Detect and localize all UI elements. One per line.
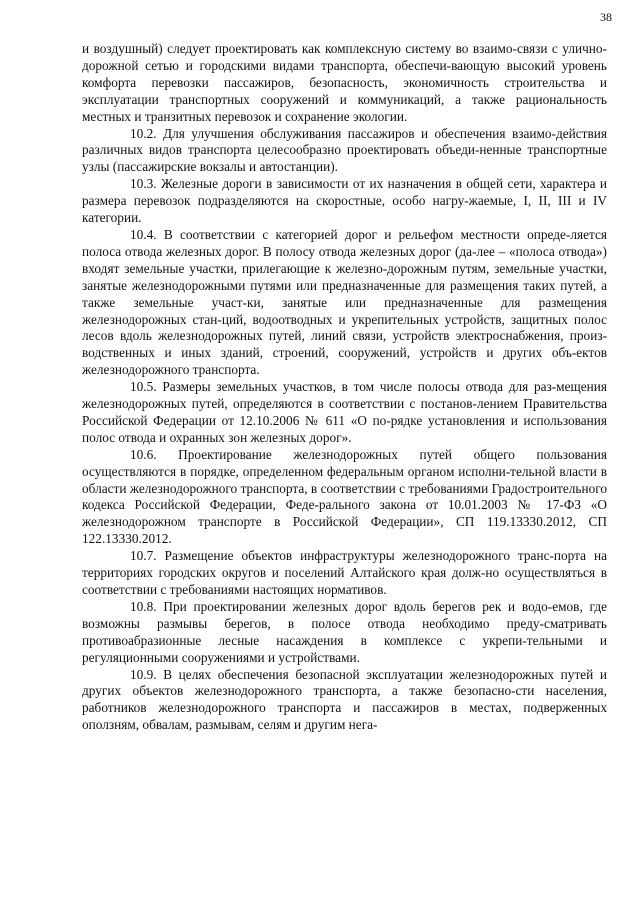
paragraph-continuation: и воздушный) следует проектировать как комплексную систему во взаимо-связи с улично-дорожной сетью и городскими видами транспорта, обеспечи-вающую высокий уровень комфорта перевозки пассажиров, безопасность, экономичность строительства и эксплуатации транспортных сооружений и коммуникаций, а также рациональность местных и транзитных перевозок и сохранение экологии. — [82, 41, 607, 124]
paragraph-10-3: 10.3. Железные дороги в зависимости от их назначения в общей сети, характера и размера перевозок подразделяются на скоростные, особо нагру-жаемые, I, II, III и IV категории. — [82, 176, 607, 226]
body-text — [82, 41, 607, 734]
page-number: 38 — [600, 10, 612, 24]
paragraph-10-9: 10.9. В целях обеспечения безопасной эксплуатации железнодорожных путей и других объектов железнодорожного транспорта, а также безопасно-сти населения, работников железнодорожного транспорта и пассажиров в местах, подверженных оползням, обвалам, размывам, селям и другим нега- — [82, 666, 607, 733]
paragraph-10-8: 10.8. При проектировании железных дорог вдоль берегов рек и водо-емов, где возможны размывы берегов, в полосе отвода необходимо преду-сматривать противоабразионные лесные насаждения в комплексе с укрепи-тельными и регуляционными сооружениями и устройствами. — [82, 598, 607, 665]
paragraph-10-6: 10.6. Проектирование железнодорожных путей общего пользования осуществляются в порядке, определенном федеральным органом исполни-тельной власти в области железнодорожного транспорта, в соответствии с требованиями Градостроительного кодекса Российской Федерации, Феде-рального закона от 10.01.2003 № 17-ФЗ «О железнодорожном транспорте в Российской Федерации», СП 119.13330.2012, СП 122.13330.2012. — [82, 446, 607, 547]
paragraph-10-4: 10.4. В соответствии с категорией дорог и рельефом местности опреде-ляется полоса отвода железных дорог. В полосу отвода железных дорог (да-лее – «полоса отвода») входят земельные участки, прилегающие к железно-дорожным путям, земельные участки, занятые железнодорожными путями или предназначенные для размещения таких путей, а также земельные участ-ки, занятые или предназначенные для размещения железнодорожных стан-ций, водоотводных и укрепительных устройств, защитных полос лесов вдоль железнодорожных путей, линий связи, устройств электроснабжения, произ-водственных и иных зданий, строений, сооружений, устройств и других объ-ектов железнодорожного транспорта. — [82, 226, 607, 378]
paragraph-10-7: 10.7. Размещение объектов инфраструктуры железнодорожного транс-порта на территориях городских округов и поселений Алтайского края долж-но осуществляться в соответствии с требованиями настоящих нормативов. — [82, 548, 607, 597]
paragraph-10-2: 10.2. Для улучшения обслуживания пассажиров и обеспечения взаимо-действия различных видов транспорта целесообразно проектировать объеди-ненные транспортные узлы (пассажирские вокзалы и автостанции). — [82, 125, 607, 175]
paragraph-10-5: 10.5. Размеры земельных участков, в том числе полосы отвода для раз-мещения железнодорожных путей, определяются в соответствии с постанов-лением Правительства Российской Федерации от 12.10.2006 № 611 «О по-рядке установления и использования полос отвода и охранных зон железных дорог». — [82, 379, 607, 445]
